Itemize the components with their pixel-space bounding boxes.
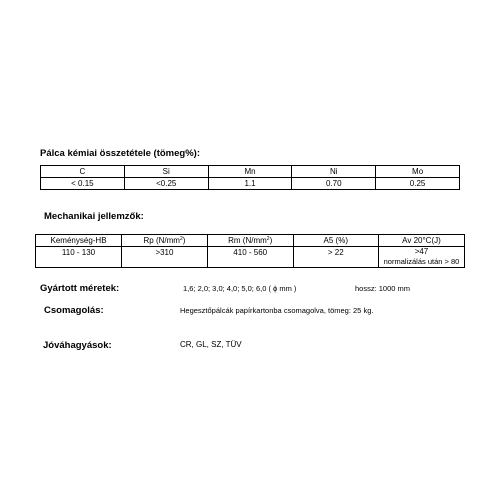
mech-header-hb: Keménység-HB (36, 235, 122, 247)
sizes-values: 1,6; 2,0; 3,0; 4,0; 5,0; 6,0 ( ϕ mm ) (183, 284, 297, 293)
sizes-length: hossz: 1000 mm (355, 284, 411, 293)
chem-value-row (41, 178, 460, 190)
mech-value-hb: 110 - 130 (36, 247, 122, 268)
chem-header-mn: Mn (208, 166, 292, 178)
sizes-label: Gyártott méretek: (40, 283, 120, 294)
chem-header-row (41, 166, 460, 178)
mech-table (35, 234, 465, 268)
chem-value-si: <0.25 (124, 178, 208, 190)
chem-header-si: Si (124, 166, 208, 178)
mech-value-a5: > 22 (293, 247, 378, 268)
rp-text: Rp (N/mm (143, 236, 180, 245)
approvals-text: CR, GL, SZ, TÜV (180, 340, 242, 349)
chem-value-ni: 0.70 (292, 178, 376, 190)
rp-close: ) (182, 236, 186, 245)
pack-text: Hegesztőpálcák papírkartonba csomagolva, tömeg: 25 kg. (180, 306, 374, 315)
mech-value-rm: 410 - 560 (207, 247, 293, 268)
chem-header-c: C (41, 166, 125, 178)
mech-title: Mechanikai jellemzők: (44, 211, 144, 222)
rm-sup: 2 (266, 236, 270, 242)
av-line-1: >47 (414, 247, 429, 256)
chem-value-mo: 0.25 (376, 178, 460, 190)
pack-label: Csomagolás: (44, 305, 104, 316)
mech-header-a5: A5 (%) (293, 235, 378, 247)
mech-header-av: Av 20°C(J) (378, 235, 464, 247)
mech-value-rp: >310 (122, 247, 208, 268)
rp-sup: 2 (179, 236, 183, 242)
chem-header-ni: Ni (292, 166, 376, 178)
approvals-label: Jóváhagyások: (43, 340, 112, 351)
mech-header-rp (122, 235, 208, 247)
chem-header-mo: Mo (376, 166, 460, 178)
chem-title: Pálca kémiai összetétele (tömeg%): (40, 148, 200, 159)
chem-table (40, 165, 460, 190)
rm-text: Rm (N/mm (228, 236, 267, 245)
av-line-2: normalizálás után > 80 (383, 257, 460, 266)
rm-close: ) (269, 236, 273, 245)
mech-header-row (36, 235, 465, 247)
chem-value-c: < 0.15 (41, 178, 125, 190)
mech-value-row (36, 247, 465, 268)
chem-value-mn: 1.1 (208, 178, 292, 190)
mech-header-rm (207, 235, 293, 247)
mech-value-av (378, 247, 464, 268)
